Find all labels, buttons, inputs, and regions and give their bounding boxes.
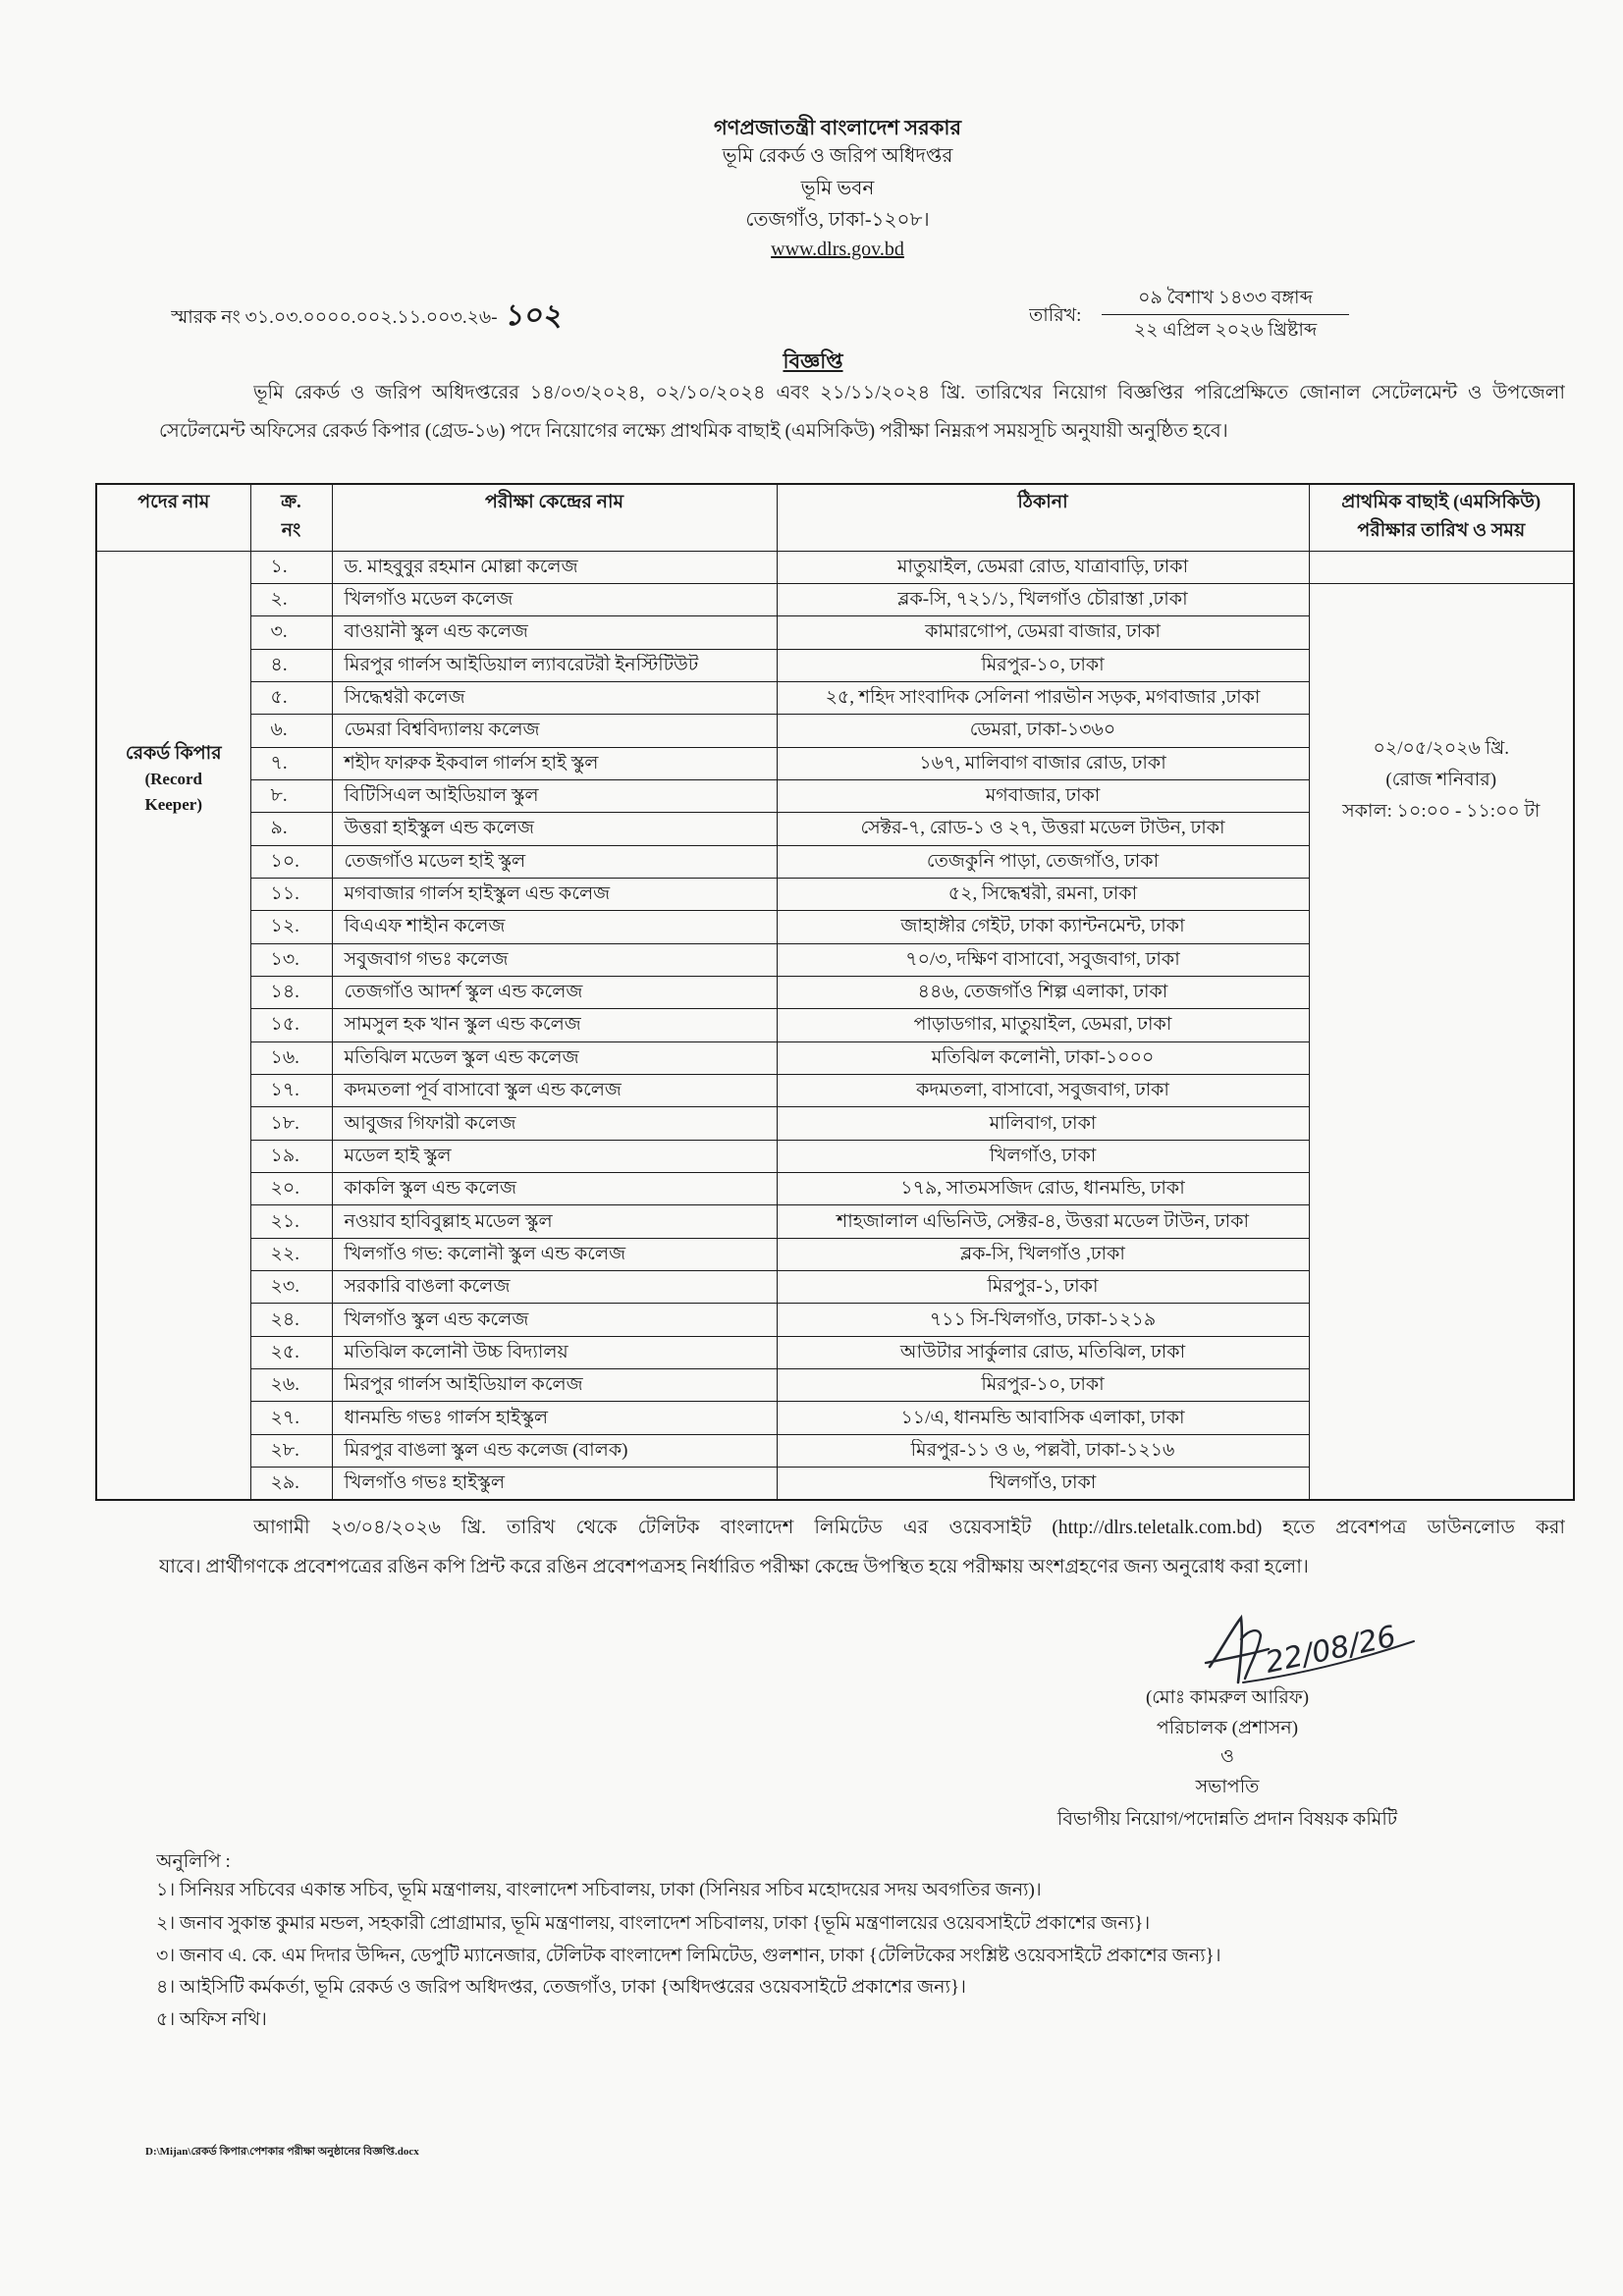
header-post-label: পদের নাম [137,492,210,512]
serial-cell [250,911,332,943]
center-name-cell [332,1041,777,1074]
serial-cell [250,845,332,878]
serial-number: ৬. [270,720,288,741]
teletalk-link[interactable]: http://dlrs.teletalk.com.bd [1057,1518,1256,1538]
center-address: ৭০/৩, দক্ষিণ বাসাবো, সবুজবাগ, ঢাকা [905,948,1180,970]
center-name-cell [332,681,777,714]
address-cell [777,1402,1309,1434]
center-name-cell [332,1434,777,1467]
center-name: সবুজবাগ গভঃ কলেজ [344,948,509,970]
center-name-cell [332,747,777,779]
serial-number: ১২. [270,916,299,937]
address-cell [777,1107,1309,1140]
address-cell [777,1041,1309,1074]
admit-notice-line-1 [253,1514,1565,1543]
center-name-cell [332,715,777,747]
signer-conjunction: ও [1220,1746,1234,1767]
center-address: মগবাজার, ঢাকা [985,785,1101,807]
center-name-cell [332,779,777,812]
exam-day: (রোজ শনিবার) [1385,769,1497,790]
address-cell [777,551,1309,583]
notice-title: বিজ্ঞপ্তি [783,349,843,373]
serial-cell [250,649,332,681]
center-name: আবুজর গিফারী কলেজ [344,1112,516,1134]
serial-number: ২১. [270,1210,299,1232]
center-address: মতিঝিল কলোনী, ঢাকা-১০০০ [931,1046,1155,1068]
center-name-cell [332,1271,777,1304]
serial-number: ১৬. [270,1046,299,1068]
signature [1196,1598,1422,1696]
serial-number: ৯. [270,818,288,839]
center-address: মিরপুর-১১ ও ৬, পল্লবী, ঢাকা-১২১৬ [910,1439,1175,1461]
exam-schedule-cell [1309,583,1574,1500]
center-name-cell [332,1009,777,1041]
address-cell [777,1009,1309,1041]
serial-cell [250,1205,332,1238]
date-label: তারিখ: [1029,305,1082,326]
serial-cell [250,1434,332,1467]
serial-cell [250,878,332,910]
center-name: মগবাজার গার্লস হাইস্কুল এন্ড কলেজ [344,883,611,905]
serial-number: ১৫. [270,1014,299,1036]
serial-number: ১৭. [270,1080,299,1101]
header-address-label: ঠিকানা [1017,492,1068,512]
serial-number: ১৪. [270,982,299,1003]
center-address: খিলগাঁও, ঢাকা [989,1472,1097,1494]
post-name: রেকর্ড কিপার [125,742,222,764]
serial-number: ২৪. [270,1308,299,1330]
address-cell [777,1271,1309,1304]
exam-time: সকাল: ১০:০০ - ১১:০০ টা [1342,800,1541,822]
serial-cell [250,747,332,779]
serial-cell [250,1041,332,1074]
date-bangla: ০৯ বৈশাখ ১৪৩৩ বঙ্গাব্দ [1138,288,1313,308]
serial-cell [250,1369,332,1402]
serial-number: ১৩. [270,948,299,970]
center-name: ড. মাহবুবুর রহমান মোল্লা কলেজ [344,556,578,577]
center-name-cell [332,1336,777,1368]
center-name-cell [332,1173,777,1205]
center-name: মিরপুর গার্লস আইডিয়াল ল্যাবরেটরী ইনস্টিটিউট [344,654,699,675]
serial-cell [250,715,332,747]
center-address: ১৬৭, মালিবাগ বাজার রোড, ঢাকা [919,752,1166,774]
center-name: বিএএফ শাহীন কলেজ [344,916,506,937]
serial-cell [250,976,332,1008]
header-serial [250,484,332,551]
serial-cell [250,1107,332,1140]
address-cell [777,1173,1309,1205]
serial-cell [250,1009,332,1041]
intro-line-2: সেটেলমেন্ট অফিসের রেকর্ড কিপার (গ্রেড-১৬) পদে নিয়োগের লক্ষ্যে প্রাথমিক বাছাই (এমসিকিউ) পরীক্ষা নিম্নরূপ সময়সূচি অনুযায়ী অনুষ্ঠিত হবে। [159,421,1228,442]
serial-cell [250,1468,332,1500]
center-name-cell [332,943,777,976]
signer-name: (মোঃ কামরুল আরিফ) [1145,1687,1310,1708]
exam-blank-cell [1309,551,1574,583]
address-cell [777,1075,1309,1107]
center-address: মালিবাগ, ঢাকা [989,1112,1097,1134]
center-address: ৫২, সিদ্ধেশ্বরী, রমনা, ঢাকা [947,883,1138,905]
post-name-english-2: Keeper) [144,794,203,814]
header-exam [1309,484,1574,551]
admit-notice-line-2: যাবে। প্রার্থীগণকে প্রবেশপত্রের রঙিন কপি প্রিন্ট করে রঙিন প্রবেশপত্রসহ নির্ধারিত পরীক্ষা কেন্দ্রে উপস্থিত হয়ে পরীক্ষায় অংশগ্রহণের জন্য অনুরোধ করা হলো। [159,1557,1309,1577]
serial-cell [250,1238,332,1270]
address-cell [777,681,1309,714]
file-path-footer: D:\Mijan\রেকর্ড কিপার\পেশকার পরীক্ষা অনুষ্ঠানের বিজ্ঞপ্তি.docx [145,2146,419,2158]
table-header-row [96,484,1574,551]
address-cell [777,747,1309,779]
center-name: উত্তরা হাইস্কুল এন্ড কলেজ [344,818,535,839]
center-name: মিরপুর বাঙলা স্কুল এন্ড কলেজ (বালক) [344,1439,628,1461]
serial-number: ২. [270,589,288,611]
center-address: মিরপুর-১০, ঢাকা [981,654,1105,675]
center-address: মিরপুর-১০, ঢাকা [981,1374,1105,1396]
center-address: ২৫, শহিদ সাংবাদিক সেলিনা পারভীন সড়ক, মগবাজার ,ঢাকা [825,687,1261,709]
serial-cell [250,1140,332,1172]
serial-cell [250,813,332,845]
signature-date: 22/08/26 [1262,1619,1399,1681]
center-address: ব্লক-সি, খিলগাঁও ,ঢাকা [960,1243,1125,1264]
header-exam-line-1: প্রাথমিক বাছাই (এমসিকিউ) [1341,492,1542,512]
center-name-cell [332,551,777,583]
address-cell [777,649,1309,681]
center-address: মিরপুর-১, ঢাকা [987,1276,1099,1298]
center-name: ধানমন্ডি গভঃ গার্লস হাইস্কুল [344,1407,549,1428]
center-address: শাহজালাল এভিনিউ, সেক্টর-৪, উত্তরা মডেল টাউন, ঢাকা [836,1210,1249,1232]
serial-number: ১৯. [270,1145,299,1166]
serial-number: ২৬. [270,1374,299,1396]
serial-cell [250,551,332,583]
copy-item-2: ২। জনাব সুকান্ত কুমার মন্ডল, সহকারী প্রোগ্রামার, ভূমি মন্ত্রণালয়, বাংলাদেশ সচিবালয়, ঢাকা {ভূমি মন্ত্রণালয়ের ওয়েবসাইটে প্রকাশের জন্য}। [156,1913,1151,1934]
serial-cell [250,1271,332,1304]
center-name: বিটিসিএল আইডিয়াল স্কুল [344,785,539,807]
center-name-cell [332,1205,777,1238]
center-name: খিলগাঁও গভঃ হাইস্কুল [344,1472,505,1494]
table-body [96,551,1574,1500]
exam-center-table [95,483,1575,1501]
serial-number: ২২. [270,1243,299,1264]
center-address: ১৭৯, সাতমসজিদ রোড, ধানমন্ডি, ঢাকা [900,1178,1185,1200]
address-cell [777,715,1309,747]
center-name-cell [332,583,777,615]
copy-item-5: ৫। অফিস নথি। [156,2009,267,2030]
header-serial-line-2: নং [281,520,301,541]
center-name-cell [332,616,777,649]
address-cell [777,878,1309,910]
center-name: তেজগাঁও আদর্শ স্কুল এন্ড কলেজ [344,982,583,1003]
serial-cell [250,943,332,976]
center-name-cell [332,878,777,910]
header-exam-line-2: পরীক্ষার তারিখ ও সময় [1357,520,1526,541]
center-address: ডেমরা, ঢাকা-১৩৬০ [969,720,1116,741]
serial-number: ১১. [270,883,299,905]
website-link[interactable]: www.dlrs.gov.bd [771,239,904,260]
intro-line-1: ভূমি রেকর্ড ও জরিপ অধিদপ্তরের ১৪/০৩/২০২৪, ০২/১০/২০২৪ এবং ২১/১১/২০২৪ খ্রি. তারিখের নিয়োগ বিজ্ঞপ্তির পরিপ্রেক্ষিতে জোনাল সেটেলমেন্ট ও উপজেলা [253,383,1565,403]
center-name-cell [332,1304,777,1336]
copy-item-4: ৪। আইসিটি কর্মকর্তা, ভূমি রেকর্ড ও জরিপ অধিদপ্তর, তেজগাঁও, ঢাকা {অধিদপ্তরের ওয়েবসাইটে প্রকাশের জন্য}। [156,1977,966,1998]
address-cell [777,1336,1309,1368]
center-name: কদমতলা পূর্ব বাসাবো স্কুল এন্ড কলেজ [344,1080,622,1101]
admit-notice-text-pre: আগামী ২৩/০৪/২০২৬ খ্রি. তারিখ থেকে টেলিটক বাংলাদেশ লিমিটেড এর ওয়েবসাইট ( [253,1518,1058,1538]
government-heading: গণপ্রজাতন্ত্রী বাংলাদেশ সরকার [713,116,962,139]
address-cell [777,779,1309,812]
serial-number: ২৩. [270,1276,299,1298]
center-name-cell [332,813,777,845]
post-name-english-1: (Record [144,769,203,788]
center-name: মতিঝিল মডেল স্কুল এন্ড কলেজ [344,1046,579,1068]
serial-number: ২৭. [270,1407,299,1428]
serial-number: ৩. [270,621,288,643]
website-line [543,235,1132,264]
address-cell [777,1304,1309,1336]
center-address: আউটার সার্কুলার রোড, মতিঝিল, ঢাকা [899,1341,1186,1362]
serial-cell [250,1304,332,1336]
center-name: সামসুল হক খান স্কুল এন্ড কলেজ [344,1014,581,1036]
center-address: ৭১১ সি-খিলগাঁও, ঢাকা-১২১৯ [929,1308,1157,1330]
serial-cell [250,1075,332,1107]
admit-notice-text-post: ) হতে প্রবেশপত্র ডাউনলোড করা [1255,1518,1565,1538]
address-cell [777,911,1309,943]
center-address: মাতুয়াইল, ডেমরা রোড, যাত্রাবাড়ি, ঢাকা [896,556,1189,577]
copies-label: অনুলিপি : [156,1851,231,1872]
post-name-cell [96,551,250,1500]
address-cell [777,1238,1309,1270]
header-post [96,484,250,551]
date-gregorian: ২২ এপ্রিল ২০২৬ খ্রিষ্টাব্দ [1133,320,1318,341]
serial-number: ৮. [270,785,288,807]
center-name: শহীদ ফারুক ইকবাল গার্লস হাই স্কুল [344,752,599,774]
center-name: খিলগাঁও গভ: কলোনী স্কুল এন্ড কলেজ [344,1243,626,1264]
address-cell [777,943,1309,976]
address-cell [777,1434,1309,1467]
header-serial-line-1: ক্র. [281,492,301,512]
memo-label: স্মারক নং ৩১.০৩.০০০০.০০২.১১.০০৩.২৬- [171,307,498,328]
center-name-cell [332,911,777,943]
address-cell [777,583,1309,615]
center-name-cell [332,976,777,1008]
center-name: কাকলি স্কুল এন্ড কলেজ [344,1178,516,1200]
center-name-cell [332,1468,777,1500]
header-center-label: পরীক্ষা কেন্দ্রের নাম [484,492,624,512]
center-name: ডেমরা বিশ্ববিদ্যালয় কলেজ [344,720,540,741]
header-center [332,484,777,551]
center-name: খিলগাঁও স্কুল এন্ড কলেজ [344,1308,529,1330]
center-name: মিরপুর গার্লস আইডিয়াল কলেজ [344,1374,583,1396]
serial-number: ১৮. [270,1112,299,1134]
serial-number: ২০. [270,1178,299,1200]
copy-item-3: ৩। জনাব এ. কে. এম দিদার উদ্দিন, ডেপুটি ম্যানেজার, টেলিটক বাংলাদেশ লিমিটেড, গুলশান, ঢাকা {টেলিটকের সংশ্লিষ্ট ওয়েবসাইটে প্রকাশের জন্য}। [156,1946,1221,1966]
serial-cell [250,1173,332,1205]
center-address: তেজকুনি পাড়া, তেজগাঁও, ঢাকা [926,850,1160,872]
serial-number: ২৯. [270,1472,299,1494]
center-address: পাড়াডগার, মাতুয়াইল, ডেমরা, ঢাকা [913,1014,1172,1036]
copy-item-1: ১। সিনিয়র সচিবের একান্ত সচিব, ভূমি মন্ত্রণালয়, বাংলাদেশ সচিবালয়, ঢাকা (সিনিয়র সচিব মহোদয়ের সদয় অবগতির জন্য)। [156,1880,1042,1900]
center-name-cell [332,1238,777,1270]
serial-cell [250,779,332,812]
building-name: ভূমি ভবন [800,178,875,199]
center-name: তেজগাঁও মডেল হাই স্কুল [344,850,526,872]
address-cell [777,845,1309,878]
address-cell [777,1205,1309,1238]
serial-number: ৭. [270,752,288,774]
memo-number-line [171,296,721,336]
serial-cell [250,583,332,615]
address-cell [777,1140,1309,1172]
center-address: কদমতলা, বাসাবো, সবুজবাগ, ঢাকা [916,1080,1169,1101]
serial-cell [250,1402,332,1434]
serial-number: ২৫. [270,1341,299,1362]
center-name: মডেল হাই স্কুল [344,1145,452,1166]
center-name-cell [332,1369,777,1402]
signer-committee: বিভাগীয় নিয়োগ/পদোন্নতি প্রদান বিষয়ক কমিটি [1056,1809,1398,1830]
serial-number: ১. [270,556,288,577]
center-address: ১১/এ, ধানমন্ডি আবাসিক এলাকা, ঢাকা [900,1407,1185,1428]
header-address [777,484,1309,551]
center-address: সেক্টর-৭, রোড-১ ও ২৭, উত্তরা মডেল টাউন, ঢাকা [860,818,1225,839]
center-name: নওয়াব হাবিবুল্লাহ মডেল স্কুল [344,1210,553,1232]
serial-number: ৪. [270,654,288,675]
center-name-cell [332,1140,777,1172]
center-address: কামারগোপ, ডেমরা বাজার, ঢাকা [925,621,1161,643]
department-name: ভূমি রেকর্ড ও জরিপ অধিদপ্তর [722,145,953,167]
center-name: খিলগাঁও মডেল কলেজ [344,589,514,611]
serial-number: ৫. [270,687,288,709]
center-name: সিদ্ধেশ্বরী কলেজ [344,687,465,709]
center-address: ৪৪৬, তেজগাঁও শিল্প এলাকা, ঢাকা [917,982,1168,1003]
address-cell [777,616,1309,649]
center-name: বাওয়ানী স্কুল এন্ড কলেজ [344,621,528,643]
signer-role: সভাপতি [1195,1777,1260,1797]
center-name-cell [332,1075,777,1107]
center-name-cell [332,649,777,681]
exam-date: ০২/০৫/২০২৬ খ্রি. [1373,737,1509,759]
address-cell [777,976,1309,1008]
serial-cell [250,616,332,649]
table-row [96,551,1574,583]
table-row [96,583,1574,615]
center-name: মতিঝিল কলোনী উচ্চ বিদ্যালয় [344,1341,568,1362]
center-name-cell [332,1402,777,1434]
center-address: খিলগাঁও, ঢাকা [989,1145,1097,1166]
address-cell [777,1369,1309,1402]
memo-number: ১০২ [503,299,566,332]
serial-number: ১০. [270,850,299,872]
serial-number: ২৮. [270,1439,299,1461]
address-cell [777,813,1309,845]
center-name-cell [332,1107,777,1140]
date-divider [1102,314,1349,315]
signer-designation: পরিচালক (প্রশাসন) [1156,1718,1299,1738]
center-address: ব্লক-সি, ৭২১/১, খিলগাঁও চৌরাস্তা ,ঢাকা [897,589,1188,611]
office-address: তেজগাঁও, ঢাকা-১২০৮। [745,209,930,231]
center-name-cell [332,845,777,878]
center-name: সরকারি বাঙলা কলেজ [344,1276,511,1298]
center-address: জাহাঙ্গীর গেইট, ঢাকা ক্যান্টনমেন্ট, ঢাকা [900,916,1185,937]
serial-cell [250,681,332,714]
serial-cell [250,1336,332,1368]
address-cell [777,1468,1309,1500]
